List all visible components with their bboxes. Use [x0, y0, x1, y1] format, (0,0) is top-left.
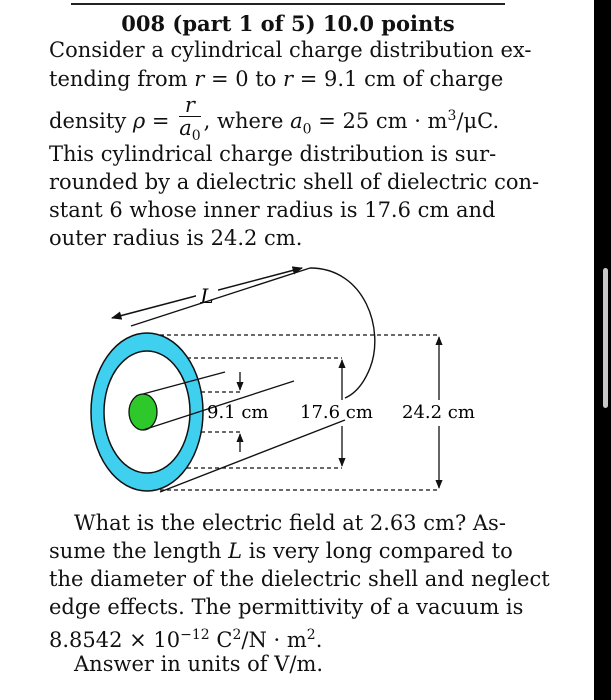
para1-line7: outer radius is 24.2 cm. — [49, 226, 303, 250]
inner-radius-label: 17.6 cm — [300, 402, 373, 423]
para2-line3: the diameter of the dielectric shell and neglect — [49, 567, 550, 591]
para1-line2: tending from r = 0 to r = 9.1 cm of charge — [49, 67, 504, 91]
para2-answer-units: Answer in units of V/m. — [74, 652, 324, 676]
para1-line1: Consider a cylindrical charge distribution ex- — [49, 38, 532, 62]
core-radius-label: 9.1 cm — [207, 402, 269, 423]
para1-line5: rounded by a dielectric shell of dielectric con- — [49, 170, 540, 194]
scrollbar-thumb[interactable] — [603, 268, 608, 408]
cylinder-figure — [0, 255, 594, 500]
para2-line1: What is the electric field at 2.63 cm? As- — [74, 511, 506, 535]
para1-line6: stant 6 whose inner radius is 17.6 cm and — [49, 198, 496, 222]
problem-heading: 008 (part 1 of 5) 10.0 points — [121, 11, 455, 36]
charged-core — [129, 394, 157, 430]
outer-radius-label: 24.2 cm — [402, 402, 475, 423]
density-fraction: $\frac{r}{a_0}$ — [179, 93, 201, 145]
para2-line2: sume the length L is very long compared to — [49, 539, 513, 563]
para1-line3: density ρ = $\frac{r}{a_0}$ , where $a_0 = 25$ cm · $m^3/\mu C$. — [49, 96, 499, 149]
length-label: L — [200, 284, 214, 308]
para1-line4: This cylindrical charge distribution is sur- — [49, 142, 497, 166]
para2-line4: edge effects. The permittivity of a vacuum is — [49, 595, 524, 619]
para2-line5: $8.8542 \times 10^{-12}$ $C^2/N \cdot m^2$. — [49, 627, 323, 652]
top-rule — [71, 3, 505, 5]
